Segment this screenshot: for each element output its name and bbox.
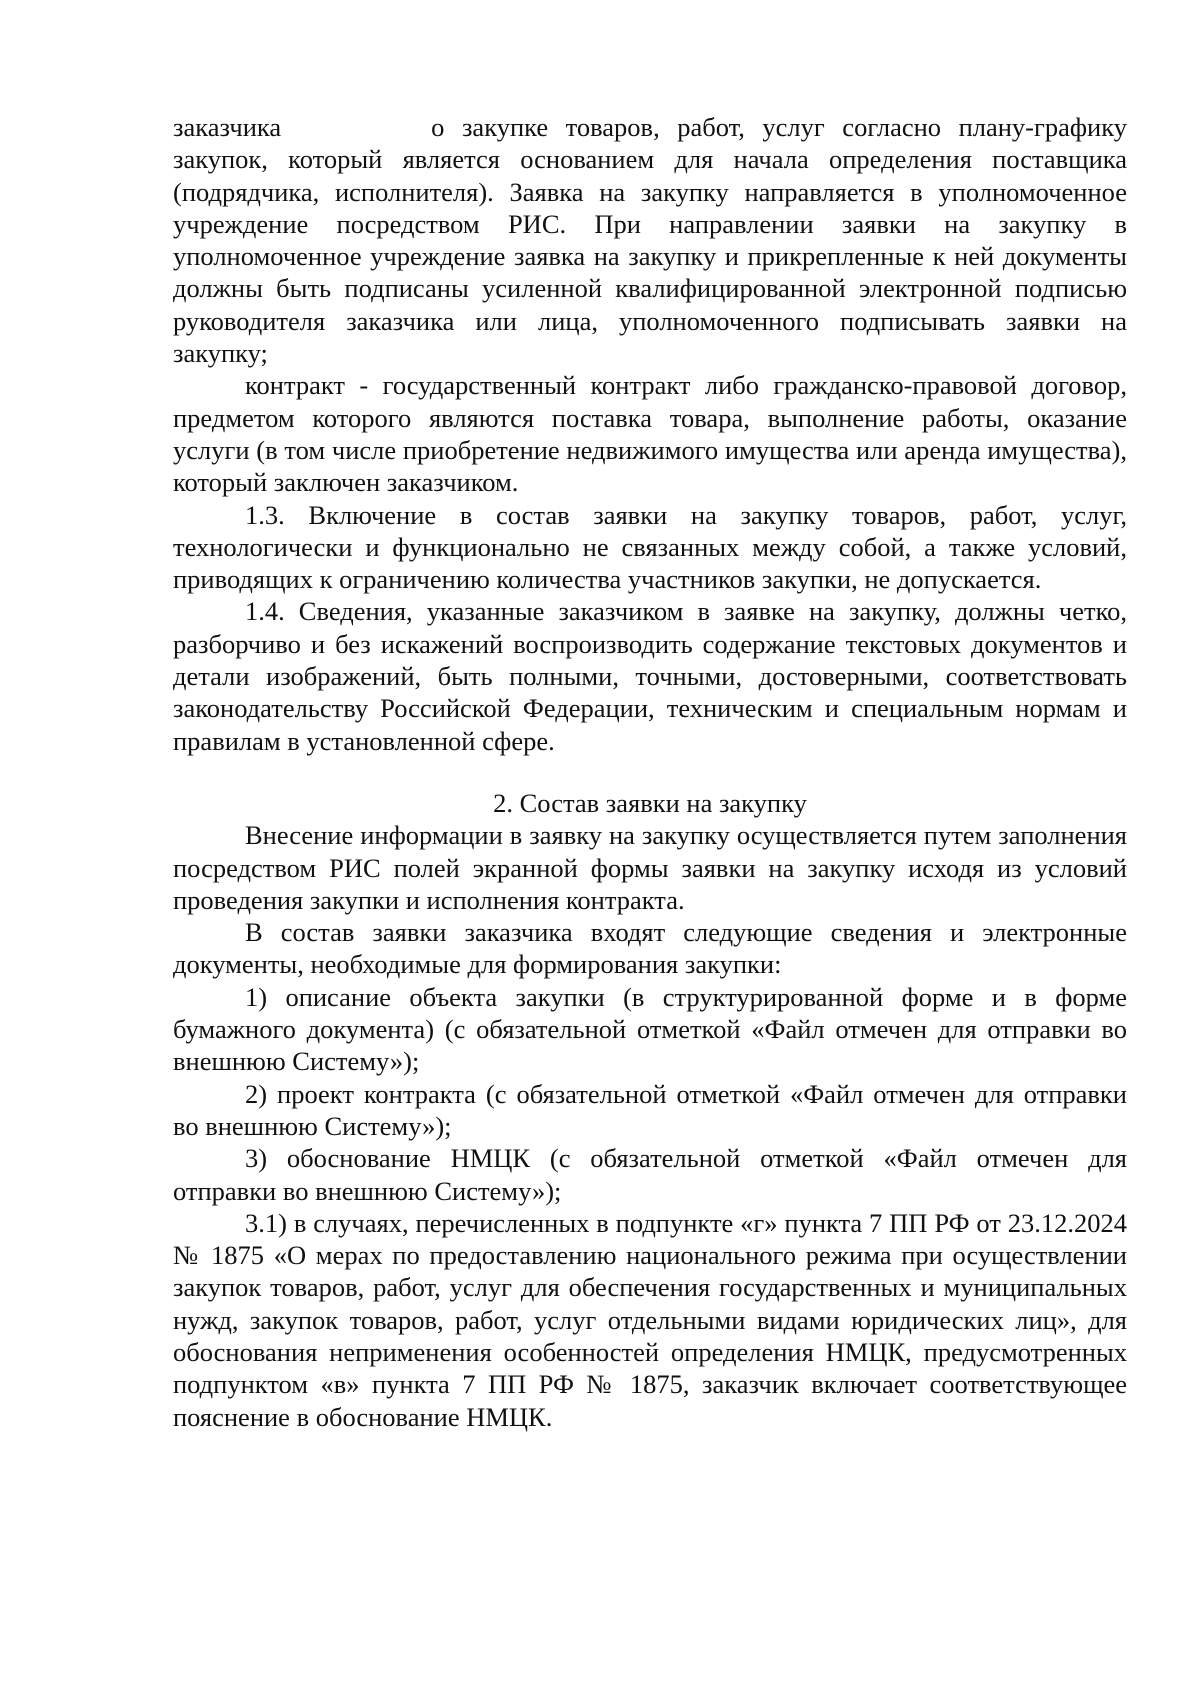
document-page: [173, 111, 1127, 1433]
paragraph-1-4: 1.4. Сведения, указанные заказчиком в заявке на закупку, должны четко, разборчиво и без искажений воспроизводить содержание текстовых документов и детали изображений, быть полными, точными, достоверными, соответствовать законодательству Российской Федерации, техническим и специальным нормам и правилам в установленной сфере.: [173, 596, 1127, 756]
list-item-2: 2) проект контракта (с обязательной отметкой «Файл отмечен для отправки во внешнюю Систему»);: [173, 1078, 1127, 1141]
paragraph-lead-word: заказчика: [173, 112, 282, 142]
list-item-3: 3) обоснование НМЦК (с обязательной отметкой «Файл отмечен для отправки во внешнюю Систему»);: [173, 1143, 1127, 1206]
paragraph-application-contents: В состав заявки заказчика входят следующие сведения и электронные документы, необходимые для формирования закупки:: [173, 917, 1127, 980]
paragraph-application-definition: [173, 111, 1127, 369]
list-item-1: 1) описание объекта закупки (в структурированной форме и в форме бумажного документа) (с обязательной отметкой «Файл отмечен для отправки во внешнюю Систему»);: [173, 981, 1127, 1077]
paragraph-info-entry: Внесение информации в заявку на закупку осуществляется путем заполнения посредством РИС полей экранной формы заявки на закупку исходя из условий проведения закупки и исполнения контракта.: [173, 820, 1127, 915]
section-heading: 2. Состав заявки на закупку: [493, 787, 807, 818]
paragraph-text: о закупке товаров, работ, услуг согласно плану-графику закупок, который является основанием для начала определения поставщика (подрядчика, исполнителя). Заявка на закупку направляется в уполномоченное учреждение посредством РИС. При направлении заявки на закупку в уполномоченное учреждение заявка на закупку и прикрепленные к ней документы должны быть подписаны усиленной квалифицированной электронной подписью руководителя заказчика или лица, уполномоченного подписывать заявки на закупку;: [173, 112, 1127, 369]
list-item-3-1: 3.1) в случаях, перечисленных в подпункте «г» пункта 7 ПП РФ от 23.12.2024 № 1875 «О мерах по предоставлению национального режима при осуществлении закупок товаров, работ, услуг для обеспечения государственных и муниципальных нужд, закупок товаров, работ, услуг отдельными видами юридических лиц», для обоснования неприменения особенностей определения НМЦК, предусмотренных подпунктом «в» пункта 7 ПП РФ № 1875, заказчик включает соответствующее пояснение в обоснование НМЦК.: [173, 1207, 1127, 1432]
paragraph-1-3: 1.3. Включение в состав заявки на закупку товаров, работ, услуг, технологически и функционально не связанных между собой, а также условий, приводящих к ограничению количества участников закупки, не допускается.: [173, 499, 1127, 595]
paragraph-contract-definition: контракт - государственный контракт либо гражданско-правовой договор, предметом которого являются поставка товара, выполнение работы, оказание услуги (в том числе приобретение недвижимого имущества или аренда имущества), который заключен заказчиком.: [173, 370, 1127, 498]
